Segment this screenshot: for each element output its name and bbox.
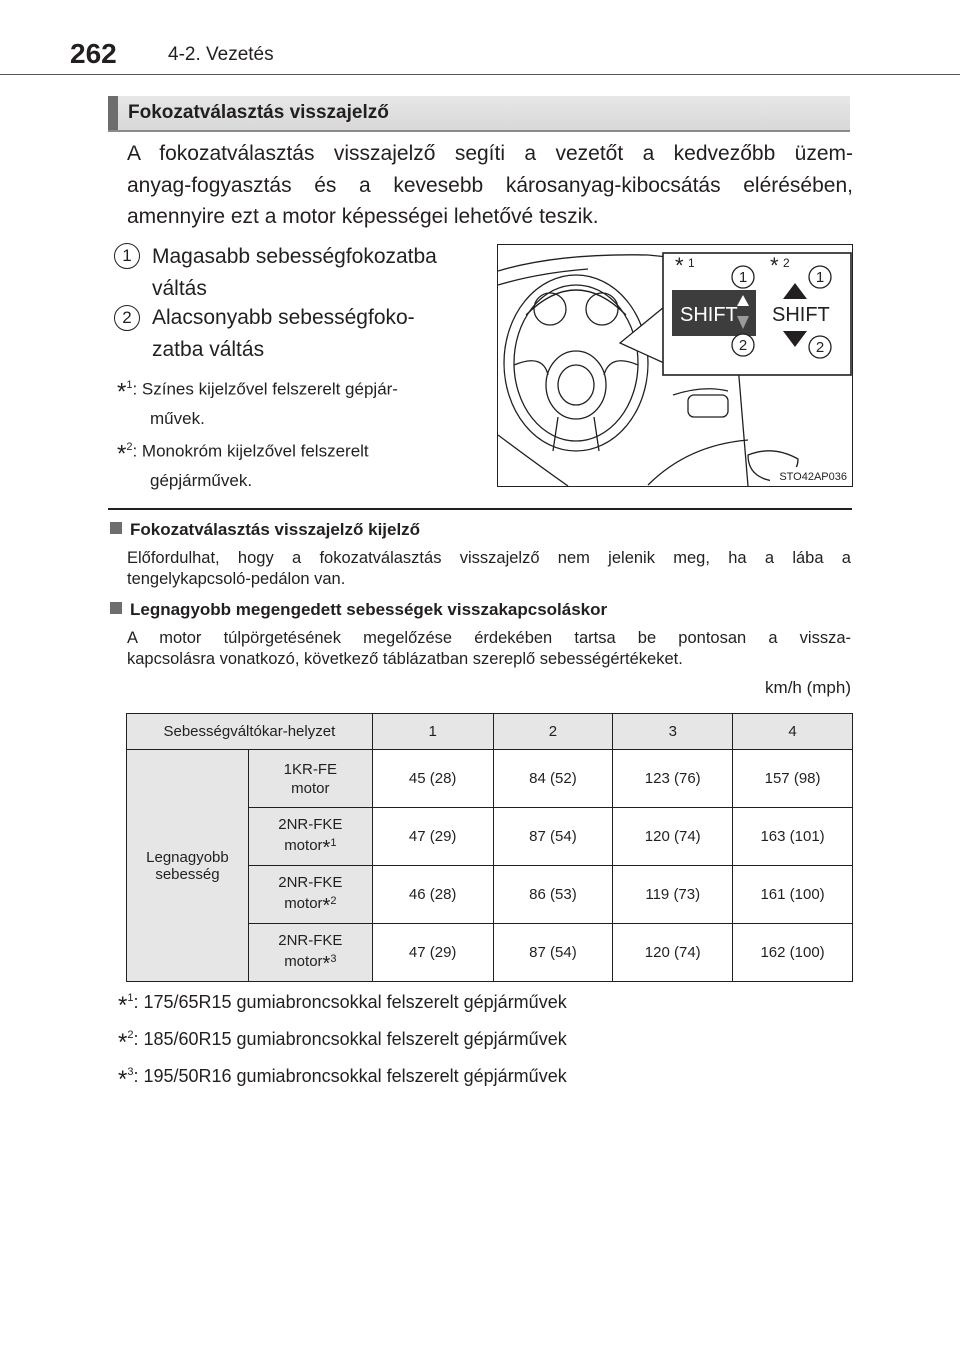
footnote-1: [118, 992, 567, 1020]
value-cell: 157 (98): [733, 750, 853, 808]
asterisk-icon: *: [322, 837, 331, 859]
star1-asterisk: *: [675, 253, 684, 278]
header-cell: 1: [372, 714, 493, 750]
subsection-1-title: [110, 520, 420, 540]
box-title-text: Fokozatválasztás visszajelző: [128, 102, 389, 123]
speed-table: [126, 713, 853, 982]
asterisk-icon: *: [118, 1029, 128, 1056]
subsection-2-title-text: Legnagyobb megengedett sebességek visszakapcsoláskor: [130, 600, 608, 619]
callout-mono-up-num: 1: [815, 269, 825, 286]
motor-cell: [248, 750, 372, 808]
square-bullet-icon: [110, 602, 122, 614]
item-2-line: Alacsonyabb sebességfoko-: [152, 306, 415, 329]
value-cell: 162 (100): [733, 924, 853, 982]
footnote-2: [118, 1029, 567, 1057]
header-cell: 4: [733, 714, 853, 750]
note-mark: 2: [126, 441, 133, 453]
value-cell: 87 (54): [493, 808, 613, 866]
page-number: 262: [70, 38, 117, 69]
footnote-text: : 175/65R15 gumiabroncsokkal felszerelt gépjárművek: [133, 992, 567, 1012]
star2-asterisk: *: [770, 253, 779, 278]
callout-color-up-num: 1: [738, 269, 748, 286]
row-label-line: sebesség: [155, 865, 220, 883]
steering-hub: [546, 351, 606, 419]
value-cell: 119 (73): [613, 866, 733, 924]
dash-lower: [498, 435, 568, 486]
gauge-right: [586, 293, 618, 325]
box-title-bar: [108, 96, 118, 130]
item-1-text: [152, 241, 437, 305]
section-heading: 4-2. Vezetés: [168, 44, 274, 65]
value-cell: 45 (28): [372, 750, 493, 808]
intro-line: anyag-fogyasztás és a kevesebb károsanyag-kibocsátás elérésében,: [127, 173, 853, 197]
subsection-2-body: [127, 628, 851, 670]
motor-line: 2NR-FKE: [278, 874, 343, 891]
value-cell: 161 (100): [733, 866, 853, 924]
header-cell: Sebességváltókar-helyzet: [127, 714, 373, 750]
vent-line: [673, 389, 728, 395]
motor-line: 1KR-FE: [283, 760, 337, 778]
footnote-text: : 195/50R16 gumiabroncsokkal felszerelt gépjárművek: [133, 1066, 567, 1086]
shift-mono-text: SHIFT: [772, 304, 830, 326]
value-cell: 120 (74): [613, 808, 733, 866]
row-label-line: Legnagyobb: [146, 848, 229, 866]
footnote-text: : 185/60R15 gumiabroncsokkal felszerelt gépjárművek: [133, 1029, 567, 1049]
dash-curve: [498, 269, 588, 285]
asterisk-icon: *: [117, 378, 127, 406]
intro-line: A fokozatválasztás visszajelző segíti a vezetőt a kedvezőbb üzem-: [127, 142, 853, 165]
table-header-row: [127, 714, 853, 750]
footnote-mark: 3: [127, 1066, 134, 1078]
footnote-mark: 2: [127, 1029, 134, 1041]
figure-code: STO42AP036: [779, 471, 847, 483]
motor-line: motor: [284, 953, 323, 970]
dash-lower-right: [648, 440, 748, 485]
note-line: : Monokróm kijelzővel felszerelt: [132, 441, 369, 461]
star2-mark: 2: [783, 256, 790, 270]
value-cell: 47 (29): [372, 808, 493, 866]
dash-top-line: [498, 255, 668, 271]
asterisk-icon: *: [117, 440, 127, 468]
header-cell: 3: [613, 714, 733, 750]
footnote-mark: 1: [127, 992, 134, 1004]
motor-line: 2NR-FKE: [278, 816, 343, 833]
square-bullet-icon: [110, 522, 122, 534]
subsection-1-title-text: Fokozatválasztás visszajelző kijelző: [130, 520, 421, 539]
body-line: A motor túlpörgetésének megelőzése érdekében tartsa be pontosan a vissza-: [127, 629, 851, 647]
motor-sup: 1: [330, 837, 337, 849]
value-cell: 87 (54): [493, 924, 613, 982]
intro-paragraph: [127, 138, 853, 233]
motor-line: 2NR-FKE: [278, 932, 343, 949]
callout-color-down-num: 2: [738, 337, 748, 354]
dashboard-drawing: [498, 245, 852, 486]
steering-spoke-left: [514, 361, 548, 375]
callout-pointer: [620, 307, 664, 363]
motor-line: motor: [284, 895, 323, 912]
value-cell: 163 (101): [733, 808, 853, 866]
row-label-cell: [127, 750, 249, 982]
subsection-2-title: [110, 600, 607, 620]
steering-logo: [558, 365, 594, 405]
motor-cell: [248, 866, 372, 924]
item-2-text: [152, 302, 415, 366]
callout-mono-down-num: 2: [815, 339, 825, 356]
star1-mark: 1: [688, 256, 695, 270]
item-number-1: 1: [114, 243, 140, 269]
steering-wheel-outer: [504, 275, 648, 451]
motor-sup: 3: [330, 953, 337, 965]
motor-cell: [248, 924, 372, 982]
body-line: tengelykapcsoló-pedálon van.: [127, 570, 346, 588]
gauge-arc: [526, 290, 626, 315]
asterisk-icon: *: [118, 1066, 128, 1093]
vent: [688, 395, 728, 417]
value-cell: 46 (28): [372, 866, 493, 924]
subsection-1-body: [127, 548, 851, 590]
motor-line: motor: [284, 837, 323, 854]
note-line: művek.: [150, 408, 205, 428]
item-number-2: 2: [114, 305, 140, 331]
section-divider: [108, 508, 852, 510]
note-line: : Színes kijelzővel felszerelt gépjár-: [132, 379, 398, 399]
gauge-left: [534, 293, 566, 325]
motor-sup: 2: [330, 895, 337, 907]
body-line: kapcsolásra vonatkozó, következő táblázatban szereplő sebességértékeket.: [127, 650, 683, 668]
shift-color-text: SHIFT: [680, 304, 738, 326]
intro-line: amennyire ezt a motor képességei lehetővé teszik.: [127, 205, 599, 228]
value-cell: 47 (29): [372, 924, 493, 982]
header-rule: [0, 74, 960, 75]
box-title: [108, 96, 850, 132]
value-cell: 84 (52): [493, 750, 613, 808]
footnote-3: [118, 1066, 567, 1094]
motor-cell: [248, 808, 372, 866]
asterisk-icon: *: [322, 953, 331, 975]
steering-column: [553, 417, 599, 451]
speed-unit: km/h (mph): [765, 678, 851, 697]
steering-spoke-right: [604, 361, 638, 375]
body-line: Előfordulhat, hogy a fokozatválasztás visszajelző nem jelenik meg, ha a lába a: [127, 549, 851, 567]
header-cell: 2: [493, 714, 613, 750]
item-1-line: Magasabb sebességfokozatba: [152, 245, 437, 268]
item-2-line: zatba váltás: [152, 338, 265, 361]
value-cell: 123 (76): [613, 750, 733, 808]
note-line: gépjárművek.: [150, 470, 253, 490]
dashboard-illustration: [497, 244, 853, 487]
table-row: [127, 750, 853, 808]
note-1: [117, 372, 398, 432]
asterisk-icon: *: [322, 895, 331, 917]
value-cell: 120 (74): [613, 924, 733, 982]
value-cell: 86 (53): [493, 866, 613, 924]
item-1-line: váltás: [152, 277, 207, 300]
note-mark: 1: [126, 379, 133, 391]
note-2: [117, 434, 369, 494]
asterisk-icon: *: [118, 992, 128, 1019]
motor-line: motor: [291, 779, 330, 797]
